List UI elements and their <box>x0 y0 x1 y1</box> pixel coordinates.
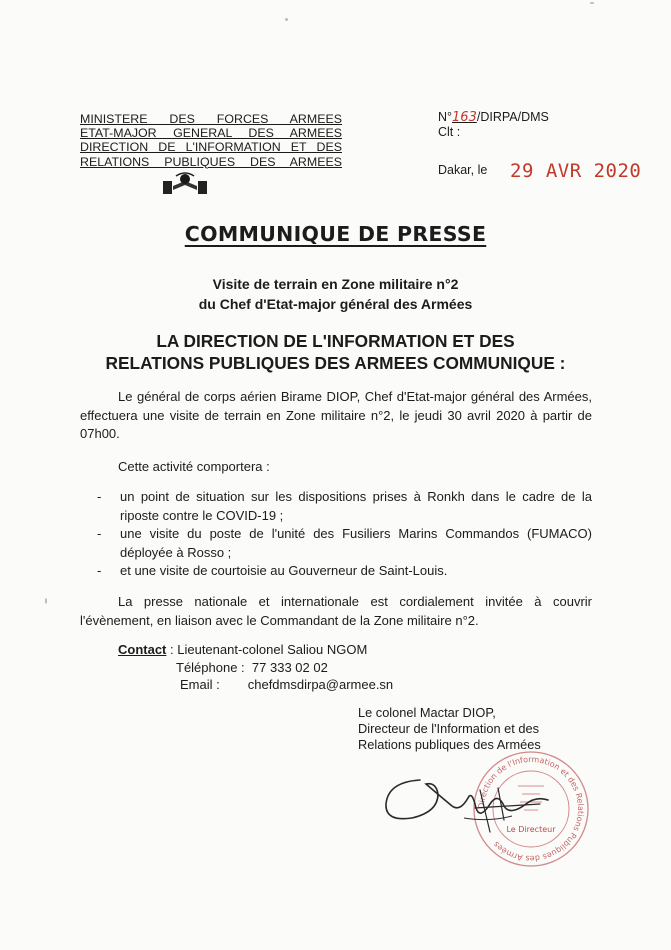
contact-label: Contact <box>118 642 167 657</box>
email-label: Email : <box>180 677 220 692</box>
signatory-title-cont: Relations publiques des Armées <box>358 737 541 752</box>
document-title-text: COMMUNIQUE DE PRESSE <box>184 222 487 246</box>
scan-speck <box>590 2 594 4</box>
email-value: chefdmsdirpa@armee.sn <box>247 677 394 692</box>
stamp-ring-text: Direction de l'Information et des Relations Publiques des Armées <box>476 754 586 864</box>
subtitle-line2: du Chef d'Etat-major général des Armées <box>198 296 473 312</box>
subtitle-line1: Visite de terrain en Zone militaire n°2 <box>212 276 459 292</box>
list-bullet: - <box>97 489 102 504</box>
paragraph-visit-rest: Armées, effectuera une visite de terrain en Zone militaire n°2, le jeudi 30 avril 2020 à partir de 07h00. <box>80 389 592 441</box>
issuer-header <box>80 112 342 169</box>
paragraph-press-rest: l'évènement, en liaison avec le Commandant de la Zone militaire n°2. <box>80 612 479 628</box>
phone-label: Téléphone : <box>176 659 245 675</box>
paragraph-visit <box>80 388 592 444</box>
activity-list <box>80 488 592 581</box>
list-item-text: et une visite de courtoisie au Gouverneur de Saint-Louis. <box>120 563 448 578</box>
ref-number: 163 <box>452 110 477 125</box>
list-item <box>80 562 592 581</box>
ref-prefix: N° <box>438 110 453 124</box>
announcement-line2: RELATIONS PUBLIQUES DES ARMEES COMMUNIQUE : <box>105 353 566 373</box>
issuer-ministry: MINISTERE DES FORCES ARMEES <box>80 112 342 126</box>
paragraph-activity: Cette activité comportera : <box>118 459 270 474</box>
contact-name: : Lieutenant-colonel Saliou NGOM <box>170 642 368 657</box>
date-stamp: 29 AVR 2020 <box>510 160 642 182</box>
paragraph-visit-start: Le général de corps aérien Birame DIOP, Chef d'Etat-major général des <box>118 389 540 404</box>
announcement-heading <box>0 330 671 374</box>
issuer-relations: RELATIONS PUBLIQUES DES ARMEES <box>80 154 342 169</box>
contact-block <box>118 641 393 694</box>
stamp-center-text: Le Directeur <box>506 825 556 834</box>
list-bullet: - <box>97 526 102 541</box>
scan-speck <box>45 598 47 604</box>
phone-value: 77 333 02 02 <box>251 659 328 675</box>
emblem-logo <box>162 172 208 201</box>
issuer-staff: ETAT-MAJOR GENERAL DES ARMEES <box>80 126 342 141</box>
announcement-line1: LA DIRECTION DE L'INFORMATION ET DES <box>156 331 515 351</box>
signatory-name: Le colonel Mactar DIOP, <box>358 705 496 720</box>
list-bullet: - <box>97 563 102 578</box>
ref-clt: Clt : <box>438 125 461 139</box>
list-item-text: un point de situation sur les dispositions prises à Ronkh dans le cadre de la riposte contre le COVID-19 ; <box>120 489 592 523</box>
reference-block <box>438 110 549 140</box>
document-title <box>0 222 671 246</box>
date-label: Dakar, le <box>438 163 488 177</box>
paragraph-press <box>80 593 592 630</box>
subtitle <box>0 274 671 314</box>
handwritten-signature <box>380 760 560 850</box>
signatory-title: Directeur de l'Information et des <box>358 721 539 736</box>
list-item <box>80 525 592 562</box>
signature-block <box>358 705 541 753</box>
scan-speck <box>285 18 288 21</box>
list-item <box>80 488 592 525</box>
list-item-text: une visite du poste de l'unité des Fusiliers Marins Commandos (FUMACO) déployée à Rosso ; <box>120 526 592 560</box>
ref-suffix: /DIRPA/DMS <box>476 110 549 124</box>
issuer-direction: DIRECTION DE L'INFORMATION ET DES <box>80 140 342 155</box>
paragraph-press-start: La presse nationale et internationale est cordialement invitée à couvrir <box>118 594 592 609</box>
